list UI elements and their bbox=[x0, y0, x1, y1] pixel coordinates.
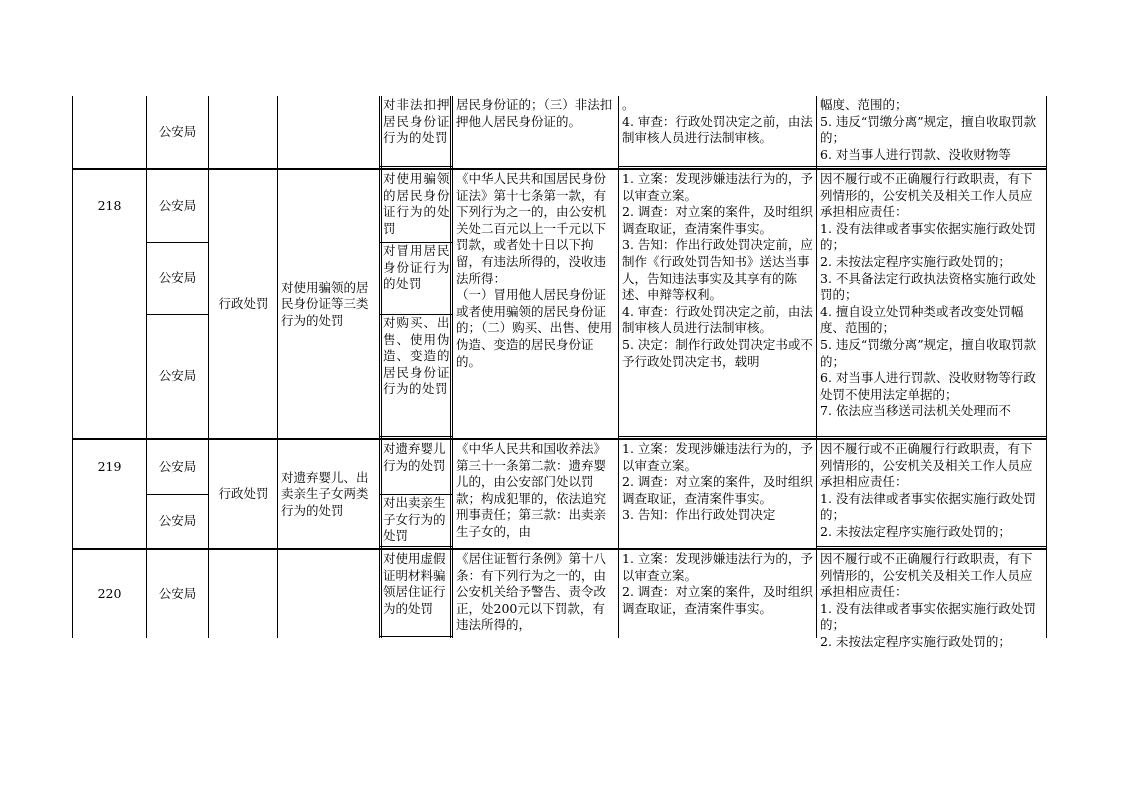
legal-basis-cell: 《居住证暂行条例》第十八条：有下列行为之一的，由公安机关给予警告、责令改正，处200元以下罚款，有违法所得的， bbox=[456, 551, 607, 633]
department-cell: 公安局 bbox=[158, 368, 197, 384]
grid-line bbox=[816, 546, 1047, 547]
legal-basis-cell: 《中华人民共和国居民身份证法》第十七条第一款，有下列行为之一的，由公安机关处二百元以上一千元以下罚款，或者处十日以下拘留，有违法所得的，没收违法所得： （一）冒用他人居民身份证或者使用骗领的居民身份证的；（二）购买、出售、使用伪造、变造的居民身份证的。 bbox=[456, 171, 613, 369]
category-cell: 行政处罚 bbox=[218, 296, 269, 312]
department-cell: 公安局 bbox=[158, 198, 197, 214]
department-cell: 公安局 bbox=[158, 459, 197, 475]
grid-line bbox=[618, 166, 817, 167]
item-name-cell bbox=[278, 170, 379, 438]
grid-line bbox=[381, 96, 382, 638]
grid-line bbox=[379, 96, 380, 638]
legal-basis-cell: 居民身份证的；（三）非法扣押他人居民身份证的。 bbox=[456, 97, 613, 129]
subitem-name-cell: 对使用骗领的居民身份证行为的处罚 bbox=[383, 171, 450, 236]
liability-cell: 因不履行或不正确履行行政职责，有下列情形的，公安机关及相关工作人员应承担相应责任： 1. 没有法律或者事实依据实施行政处罚的； 2. 未按法定程序实施行政处罚的； 3. 不具备法定行政执法资格实施行政处罚的； 4. 擅自设立处罚种类或者改变处罚幅度、范围的； 5. 违反“罚缴分离”规定，擅自收取罚款的； 6. 对当事人进行罚款、没收财物等行政处罚不使用法定单据的； 7. 依法应当移送司法机关处理而不 bbox=[820, 171, 1037, 419]
grid-line bbox=[379, 242, 453, 243]
grid-line bbox=[379, 166, 453, 167]
row-number: 218 bbox=[97, 198, 122, 214]
grid-line bbox=[618, 436, 817, 437]
grid-line bbox=[146, 314, 209, 315]
grid-line bbox=[72, 548, 1047, 550]
row-number: 220 bbox=[97, 586, 122, 602]
procedure-cell: 1. 立案：发现涉嫌违法行为的，予以审查立案。 2. 调查：对立案的案件，及时组织调查取证，查清案件事实。 bbox=[622, 551, 813, 616]
grid-line bbox=[146, 494, 209, 495]
grid-line bbox=[72, 168, 1047, 170]
legal-basis-cell: 《中华人民共和国收养法》第三十一条第二款：遗弃婴儿的，由公安部门处以罚款；构成犯罪的，依法追究刑事责任；第三款：出卖亲生子女的，由 bbox=[456, 441, 607, 539]
liability-cell: 幅度、范围的； 5. 违反“罚缴分离”规定，擅自收取罚款的； 6. 对当事人进行罚款、没收财物等 bbox=[820, 97, 1037, 162]
category-cell: 行政处罚 bbox=[218, 486, 269, 502]
grid-line bbox=[146, 242, 209, 243]
department-cell: 公安局 bbox=[158, 513, 197, 529]
grid-line bbox=[379, 494, 453, 495]
grid-line bbox=[208, 96, 209, 638]
grid-line bbox=[146, 96, 147, 638]
item-name-text: 对使用骗领的居民身份证等三类行为的处罚 bbox=[281, 279, 369, 328]
department-cell: 公安局 bbox=[158, 270, 197, 286]
subitem-name-cell: 对冒用居民身份证行为的处罚 bbox=[383, 243, 450, 292]
procedure-cell: 1. 立案：发现涉嫌违法行为的，予以审查立案。 2. 调查：对立案的案件，及时组织调查取证，查清案件事实。 3. 告知：作出行政处罚决定前，应制作《行政处罚告知书》送达当事人，告知违法事实及其享有的陈述、申辩等权利。 4. 审查：行政处罚决定之前，由法制审核人员进行法制审核。 5. 决定：制作行政处罚决定书或不予行政处罚决定书，载明 bbox=[622, 171, 813, 369]
procedure-cell: 1. 立案：发现涉嫌违法行为的，予以审查立案。 2. 调查：对立案的案件，及时组织调查取证，查清案件事实。 3. 告知：作出行政处罚决定 bbox=[622, 441, 813, 523]
liability-cell: 因不履行或不正确履行行政职责，有下列情形的，公安机关及相关工作人员应承担相应责任： 1. 没有法律或者事实依据实施行政处罚的； 2. 未按法定程序实施行政处罚的； bbox=[820, 441, 1036, 539]
subitem-name-cell: 对非法扣押居民身份证行为的处罚 bbox=[383, 97, 450, 146]
subitem-name-cell: 对使用虚假证明材料骗领居住证行为的处罚 bbox=[383, 551, 446, 616]
grid-line bbox=[816, 436, 1047, 437]
row-number: 219 bbox=[97, 459, 122, 475]
grid-line bbox=[1046, 96, 1047, 638]
subitem-name-cell: 对购买、出售、使用伪造、变造的居民身份证行为的处罚 bbox=[383, 315, 450, 397]
grid-line bbox=[379, 546, 453, 547]
department-cell: 公安局 bbox=[158, 586, 197, 602]
grid-line bbox=[379, 436, 453, 437]
grid-line bbox=[618, 96, 619, 638]
department-cell: 公安局 bbox=[158, 124, 197, 140]
subitem-name-cell: 对出卖亲生子女行为的处罚 bbox=[383, 495, 446, 544]
grid-line bbox=[452, 96, 453, 638]
grid-line bbox=[277, 96, 278, 638]
grid-line bbox=[72, 438, 1047, 440]
grid-line bbox=[72, 96, 73, 638]
grid-line bbox=[816, 96, 817, 638]
grid-line bbox=[379, 314, 453, 315]
liability-cell: 因不履行或不正确履行行政职责，有下列情形的，公安机关及相关工作人员应承担相应责任： 1. 没有法律或者事实依据实施行政处罚的； 2. 未按法定程序实施行政处罚的； bbox=[820, 551, 1036, 649]
item-name-cell bbox=[278, 440, 379, 548]
grid-line bbox=[450, 96, 451, 638]
grid-line bbox=[816, 166, 1047, 167]
procedure-cell: 。 4. 审查：行政处罚决定之前，由法制审核人员进行法制审核。 bbox=[622, 97, 813, 146]
grid-line bbox=[379, 636, 453, 637]
item-name-text: 对遗弃婴儿、出卖亲生子女两类行为的处罚 bbox=[281, 469, 369, 518]
subitem-name-cell: 对遗弃婴儿行为的处罚 bbox=[383, 441, 446, 473]
